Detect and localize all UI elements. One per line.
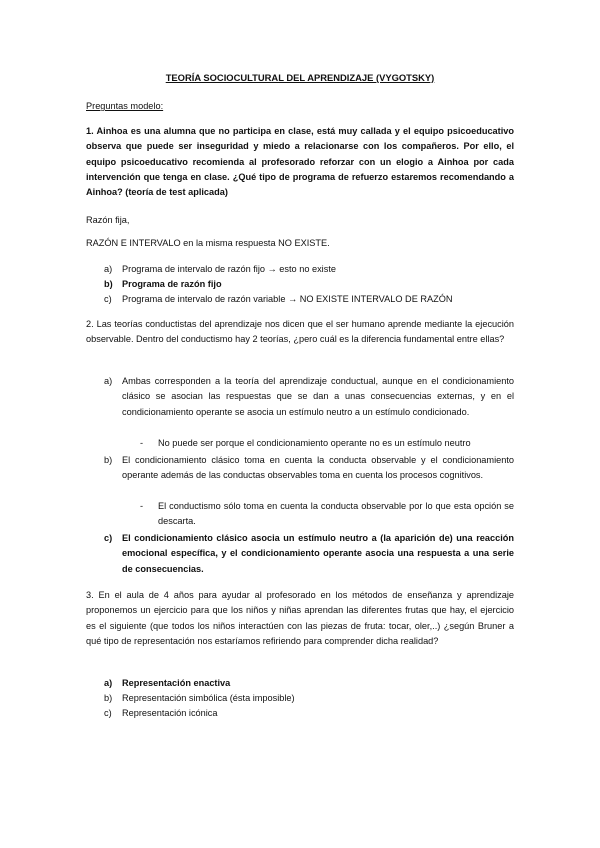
- option-label: b): [104, 279, 113, 289]
- question-1-number: 1.: [86, 126, 94, 136]
- option-text: Programa de intervalo de razón fijo → esto no existe: [122, 264, 336, 274]
- option-text: Ambas corresponden a la teoría del aprendizaje conductual, aunque en el condicionamiento clásico se asocian las respuestas que se dan a unas consecuencias externas, y en el condicionamiento operante se asocia un estímulo neutro a un estímulo condicionado.: [122, 376, 514, 417]
- option-text: Programa de intervalo de razón variable → NO EXISTE INTERVALO DE RAZÓN: [122, 294, 453, 304]
- option-label: c): [104, 294, 112, 304]
- option-label: a): [104, 376, 113, 386]
- option-text: El condicionamiento clásico asocia un estímulo neutro a (la aparición de) una reacción emocional específica, y el condicionamiento operante asocia una respuesta a una serie de consecuencias.: [122, 533, 514, 574]
- option-label: c): [104, 533, 113, 543]
- section-subtitle: Preguntas modelo:: [86, 101, 164, 111]
- option-text: El condicionamiento clásico toma en cuenta la conducta observable y el condicionamiento operante además de las conductas observables toma en cuenta los procesos cognitivos.: [122, 455, 514, 481]
- option-label: a): [104, 678, 113, 688]
- question-1-note-2: RAZÓN E INTERVALO en la misma respuesta NO EXISTE.: [86, 238, 330, 248]
- option-note: No puede ser porque el condicionamiento operante no es un estímulo neutro: [158, 438, 471, 448]
- option-text: Representación simbólica (ésta imposible): [122, 693, 295, 703]
- option-text: Representación enactiva: [122, 678, 231, 688]
- question-1: [86, 124, 514, 200]
- option-label: b): [104, 693, 113, 703]
- option-note: El conductismo sólo toma en cuenta la conducta observable por lo que esta opción se descarta.: [158, 501, 514, 527]
- dash-bullet: -: [140, 501, 144, 511]
- option-label: a): [104, 264, 113, 274]
- page-title: TEORÍA SOCIOCULTURAL DEL APRENDIZAJE (VYGOTSKY): [165, 72, 435, 83]
- option-label: b): [104, 455, 113, 465]
- option-text: Representación icónica: [122, 708, 218, 718]
- dash-bullet: -: [140, 438, 144, 448]
- option-label: c): [104, 708, 112, 718]
- question-2: 2. Las teorías conductistas del aprendizaje nos dicen que el ser humano aprende mediante la ejecución observable. Dentro del conductismo hay 2 teorías, ¿pero cuál es la diferencia fundamental entre ellas?: [86, 319, 514, 345]
- question-3: 3. En el aula de 4 años para ayudar al profesorado en los métodos de enseñanza y aprendizaje proponemos un ejercicio para que los niños y niñas aprendan las diferentes frutas que hay, el ejercicio es el siguiente (que todos los niños interactúen con las piezas de fruta: tocar, oler,..) ¿según Bruner a qué tipo de representación nos estaríamos refiriendo para comprender dicha realidad?: [86, 590, 514, 646]
- question-1-text: Ainhoa es una alumna que no participa en clase, está muy callada y el equipo psicoeducativo observa que puede ser inseguridad y miedo a relacionarse con los compañeros. Por ello, el equipo psicoeducativo recomienda al profesorado reforzar con un elogio a Ainhoa por cada intervención que tenga en clase. ¿Qué tipo de programa de refuerzo estaremos recomendando a Ainhoa? (teoría de test aplicada): [86, 126, 514, 198]
- question-1-note-1: Razón fija,: [86, 215, 130, 225]
- option-text: Programa de razón fijo: [122, 279, 222, 289]
